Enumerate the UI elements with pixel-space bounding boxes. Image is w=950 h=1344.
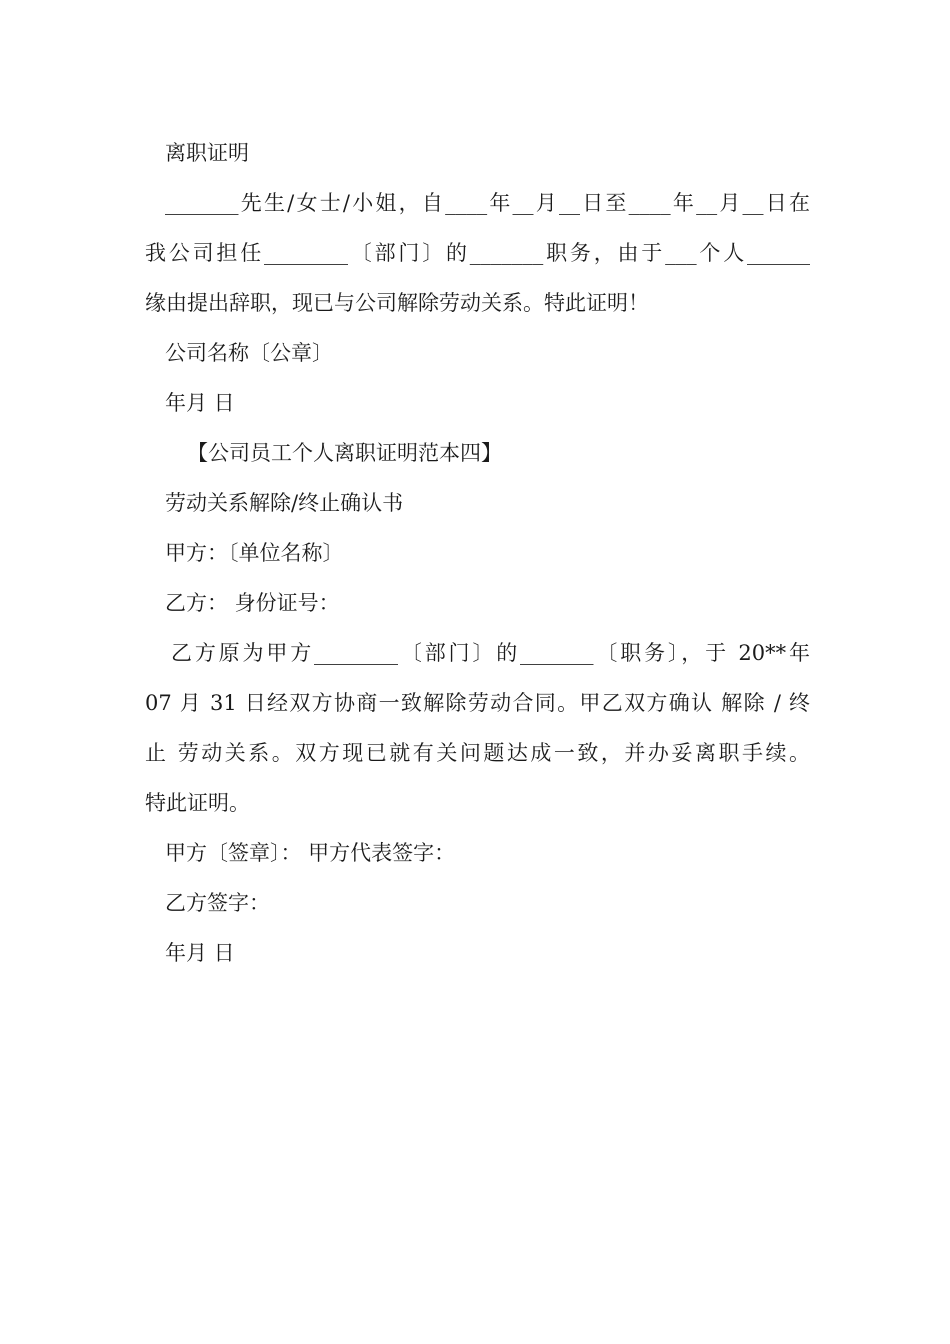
signature-line-party-b: 乙方签字： [165, 891, 270, 915]
company-name-label: 公司名称〔公章〕 [165, 341, 333, 365]
confirmation-title: 劳动关系解除/终止确认书 [165, 491, 404, 515]
date-line: 年月 日 [165, 941, 235, 965]
date-line: 年月 日 [165, 391, 235, 415]
paragraph-line: 止 劳动关系。双方现已就有关问题达成一致，并办妥离职手续。 [145, 741, 810, 765]
section-heading: 【公司员工个人离职证明范本四】 [187, 441, 502, 465]
paragraph-line: 我公司担任________〔部门〕的_______职务，由于___个人______ [145, 241, 810, 265]
paragraph-line: 乙方原为甲方________〔部门〕的_______〔职务〕，于 20**年 [171, 641, 810, 665]
paragraph-line: 07 月 31 日经双方协商一致解除劳动合同。甲乙双方确认 解除 / 终 [145, 691, 810, 715]
party-b-line: 乙方： 身份证号： [165, 591, 340, 615]
paragraph-line: 缘由提出辞职，现已与公司解除劳动关系。特此证明！ [145, 291, 649, 315]
signature-line-party-a: 甲方〔签章〕： 甲方代表签字： [165, 841, 456, 865]
paragraph-line: 特此证明。 [145, 791, 250, 815]
certificate-title: 离职证明 [165, 141, 249, 165]
party-a-line: 甲方：〔单位名称〕 [165, 541, 344, 565]
document-body [145, 128, 810, 978]
paragraph-line: _______先生/女士/小姐，自____年__月__日至____年__月__日在 [165, 191, 810, 215]
